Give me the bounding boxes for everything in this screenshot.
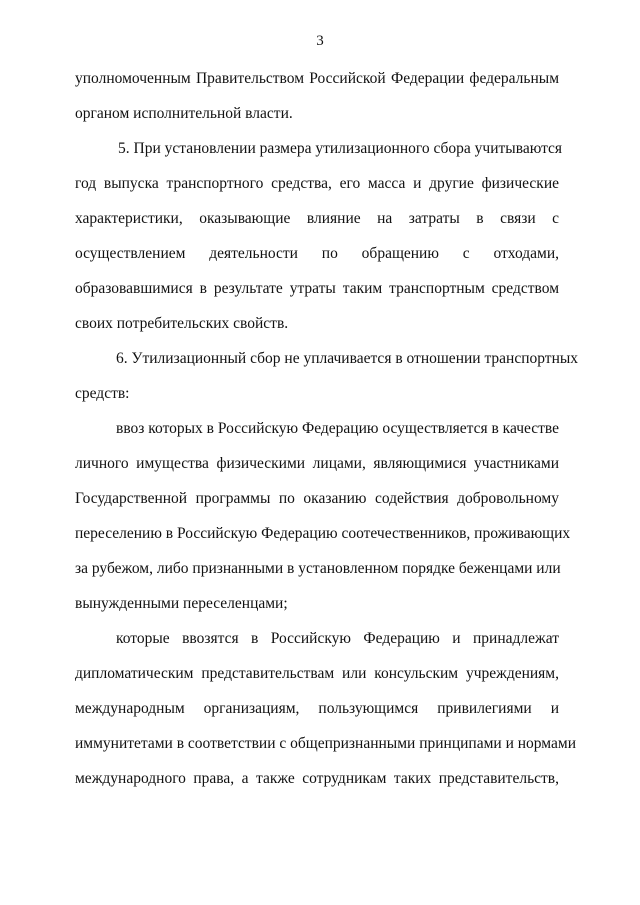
paragraph-line: международного права, а также сотрудникам таких представительств, <box>75 770 559 787</box>
paragraph-line: иммунитетами в соответствии с общепризнанными принципами и нормами <box>75 735 576 752</box>
paragraph-line: своих потребительских свойств. <box>75 315 289 332</box>
page-number: 3 <box>316 33 324 49</box>
paragraph-line: год выпуска транспортного средства, его масса и другие физические <box>75 175 559 192</box>
paragraph-line: ввоз которых в Российскую Федерацию осуществляется в качестве <box>116 420 560 437</box>
paragraph-line: которые ввозятся в Российскую Федерацию и принадлежат <box>116 630 559 647</box>
paragraph-line: Государственной программы по оказанию содействия добровольному <box>75 490 559 507</box>
paragraph-line: характеристики, оказывающие влияние на затраты в связи с <box>75 210 559 227</box>
paragraph-line: личного имущества физическими лицами, являющимися участниками <box>75 455 559 472</box>
paragraph-line: дипломатическим представительствам или консульским учреждениям, <box>75 665 559 682</box>
paragraph-line: органом исполнительной власти. <box>75 105 293 122</box>
paragraph-line: средств: <box>75 385 130 402</box>
paragraph-line: переселению в Российскую Федерацию соотечественников, проживающих <box>75 525 571 542</box>
paragraph-line: 5. При установлении размера утилизационного сбора учитываются <box>118 140 563 157</box>
paragraph-line: уполномоченным Правительством Российской Федерации федеральным <box>75 70 559 87</box>
paragraph-line: образовавшимися в результате утраты таким транспортным средством <box>75 280 559 297</box>
paragraph-line: 6. Утилизационный сбор не уплачивается в отношении транспортных <box>116 350 579 367</box>
paragraph-line: осуществлением деятельности по обращению с отходами, <box>75 245 559 262</box>
paragraph-line: международным организациям, пользующимся привилегиями и <box>75 700 559 717</box>
paragraph-line: вынужденными переселенцами; <box>75 595 288 612</box>
paragraph-line: за рубежом, либо признанными в установленном порядке беженцами или <box>75 560 561 577</box>
